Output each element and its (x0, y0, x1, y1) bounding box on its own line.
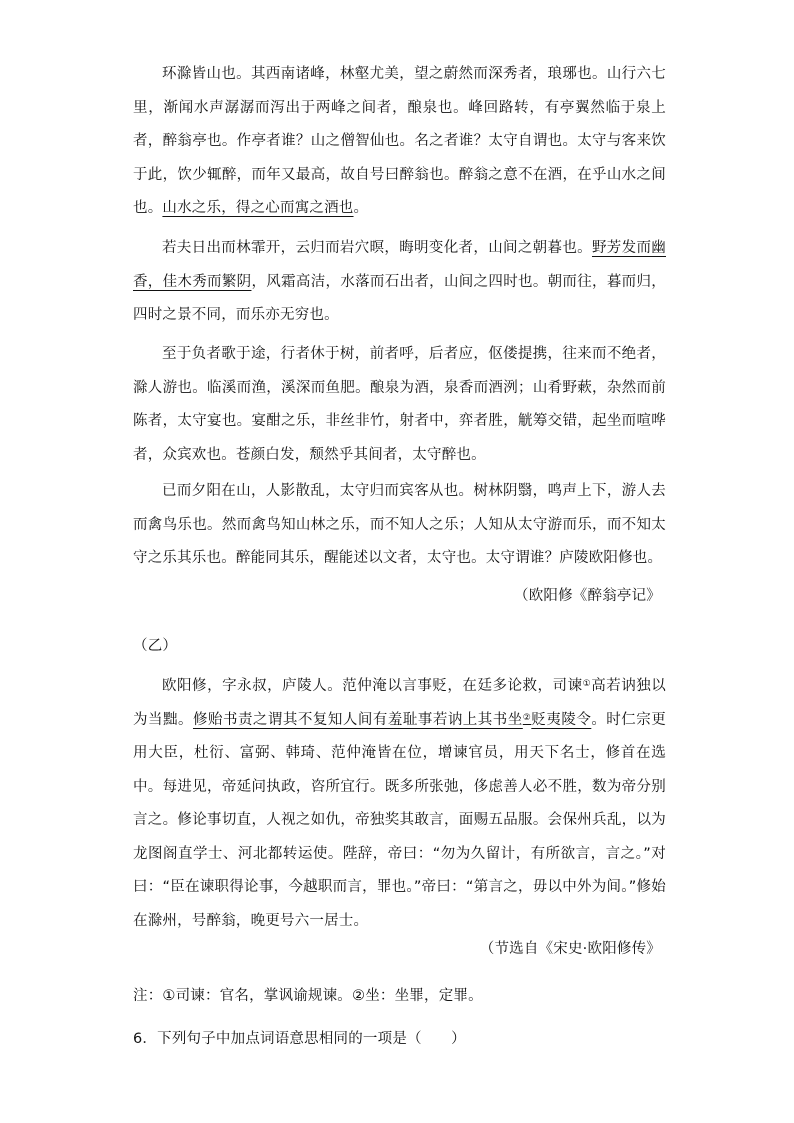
text-segment: 已而夕阳在山，人影散乱，太守归而宾客从也。树林阴翳，鸣声上下，游人去而禽鸟乐也。然而禽鸟知山林之乐，而不知人之乐；人知从太守游而乐，而不知太守之乐其乐也。醉能同其乐，醒能述以文者，太守也。太守谓谁？庐陵欧阳修也。 (133, 483, 666, 566)
text-segment: 高若讷独以为当黜。 (133, 678, 666, 728)
text-segment: 环滁皆山也。其西南诸峰，林壑尤美，望之蔚然而深秀者，琅琊也。山行六七里，渐闻水声潺潺而泻出于两峰之间者，酿泉也。峰回路转，有亭翼然临于泉上者，醉翁亭也。作亭者谁？山之僧智仙也。名之者谁？太守自谓也。太守与客来饮于此，饮少辄醉，而年又最高，故自号曰醉翁也。醉翁之意不在酒，在乎山水之间也。 (133, 66, 666, 216)
jia-paragraph-2 (133, 232, 666, 333)
yi-source: （节选自《宋史·欧阳修传》 (479, 941, 661, 957)
annotation-note: 注：①司谏：官名，掌讽谕规谏。②坐：坐罪，定罪。 (133, 988, 483, 1004)
text-segment: 。 (353, 200, 369, 216)
underlined-sentence: 贬夷陵令 (531, 711, 592, 728)
text-segment: 欧阳修，字永叔，庐陵人。范仲淹以言事贬，在廷多论救，司谏 (162, 678, 583, 694)
text-segment: ，风霜高洁，水落而石出者，山间之四时也。朝而往，暮而归，四时之景不同，而乐亦无穷也。 (133, 273, 666, 323)
text-segment: 若夫日出而林霏开，云归而岩穴暝，晦明变化者，山间之朝暮也。 (162, 240, 592, 256)
text-segment: 至于负者歌于途，行者休于树，前者呼，后者应，伛偻提携，往来而不绝者，滁人游也。临溪而渔，溪深而鱼肥。酿泉为酒，泉香而酒洌；山肴野蔌，杂然而前陈者，太守宴也。宴酣之乐，非丝非竹，射者中，弈者胜，觥筹交错，起坐而喧哗者，众宾欢也。苍颜白发，颓然乎其间者，太守醉也。 (133, 346, 666, 463)
underlined-sentence: 修贻书责之谓其不复知人间有羞耻事若讷上其书坐 (192, 711, 523, 728)
text-segment: 。时仁宗更用大臣，杜衍、富弼、韩琦、范仲淹皆在位，增谏官员，用天下名士，修首在选中。每进见，帝延问执政，咨所宜行。既多所张弛，侈虑善人必不胜，数为帝分别言之。修论事切直，人视之如仇，帝独奖其敢言，面赐五品服。会保州兵乱，以为龙图阁直学士、河北都转运使。陛辞，帝曰：“勿为久留计，有所欲言，言之。”对曰：“臣在谏职得论事，今越职而言，罪也。”帝曰：“第言之，毋以中外为间。”修始在滁州，号醉翁，晚更号六一居士。 (133, 711, 666, 929)
jia-paragraph-4 (133, 475, 666, 576)
jia-paragraph-3 (133, 338, 666, 472)
underlined-sentence: 野芳发而幽香，佳木秀而繁阴 (133, 240, 666, 290)
question-6: 6．下列句子中加点词语意思相同的一项是（ ） (133, 1031, 466, 1047)
footnote-marker: ② (522, 712, 532, 723)
underlined-sentence: 山水之乐，得之心而寓之酒也 (162, 200, 354, 216)
jia-source: （欧阳修《醉翁亭记》 (514, 588, 661, 604)
footnote-marker: ① (582, 679, 592, 689)
jia-paragraph-1 (133, 58, 666, 226)
yi-label: （乙） (133, 638, 178, 654)
yi-paragraph (133, 670, 666, 938)
